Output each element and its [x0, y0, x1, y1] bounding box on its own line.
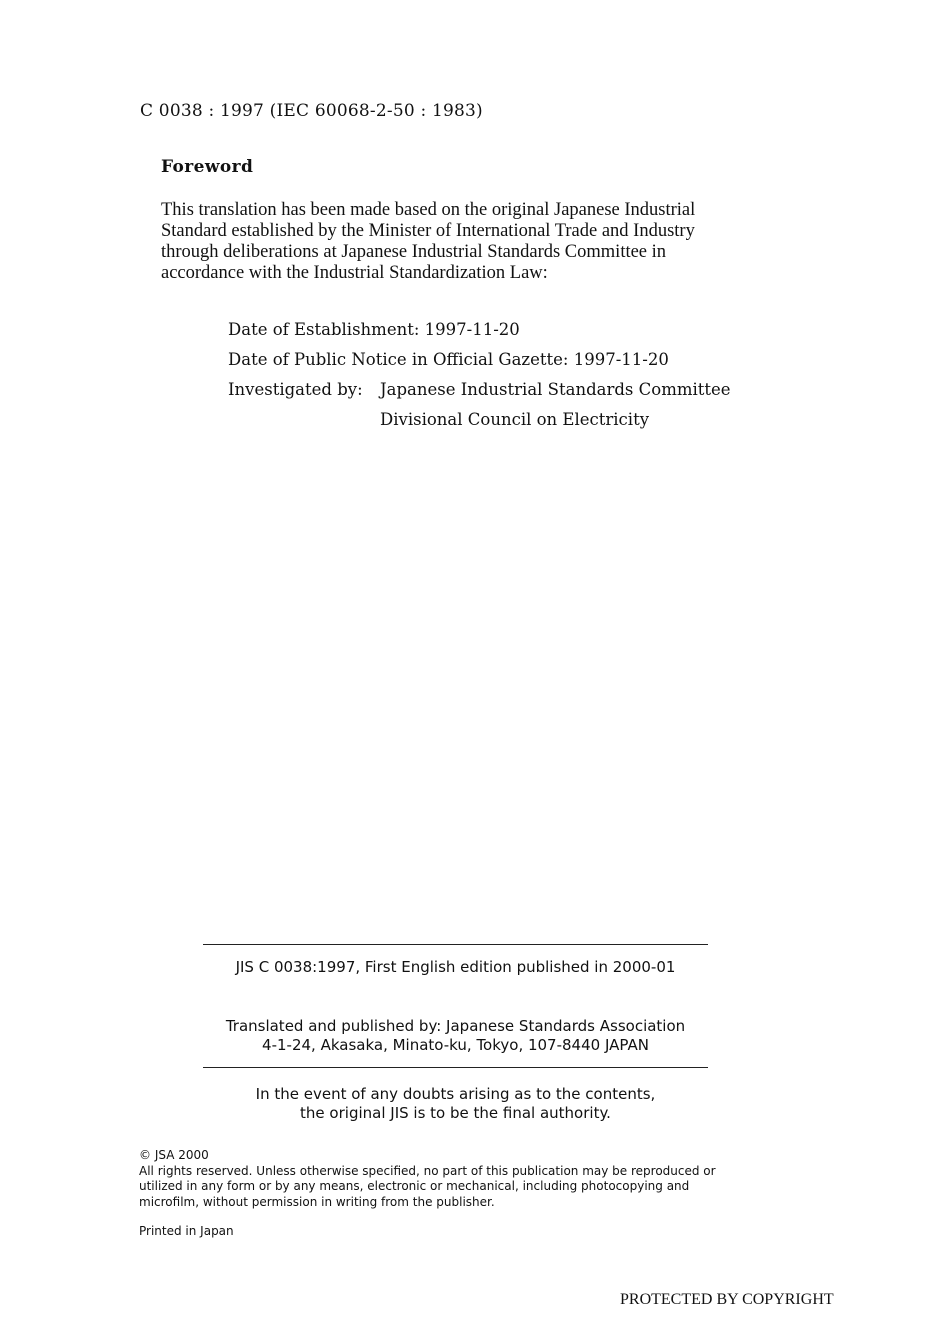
foreword-line: This translation has been made based on the original Japanese Industrial [161, 200, 696, 220]
foreword-paragraph [161, 200, 781, 284]
translated-by: Translated and published by: Japanese Standards Association [225, 1017, 686, 1035]
printed-in: Printed in Japan [139, 1224, 234, 1238]
copyright-watermark: PROTECTED BY COPYRIGHT [620, 1291, 834, 1308]
divider-top [203, 944, 708, 945]
investigated-committee: Japanese Industrial Standards Committee [380, 380, 731, 399]
authority-notice-line1: In the event of any doubts arising as to the contents, [255, 1085, 656, 1103]
copyright-block [139, 1148, 716, 1210]
investigated-council: Divisional Council on Electricity [380, 410, 650, 429]
establishment-date: Date of Establishment: 1997-11-20 [228, 320, 520, 339]
foreword-line: accordance with the Industrial Standardization Law: [161, 263, 548, 283]
publisher-address: 4-1-24, Akasaka, Minato-ku, Tokyo, 107-8440 JAPAN [262, 1036, 649, 1054]
copyright-line: All rights reserved. Unless otherwise specified, no part of this publication may be reproduced or [139, 1163, 716, 1178]
copyright-line: utilized in any form or by any means, electronic or mechanical, including photocopying and [139, 1179, 690, 1193]
foreword-title: Foreword [161, 157, 254, 177]
document-designation: C 0038 : 1997 (IEC 60068-2-50 : 1983) [140, 101, 483, 121]
investigated-label: Investigated by: [228, 380, 363, 399]
copyright-line: microfilm, without permission in writing from the publisher. [139, 1194, 495, 1209]
edition-info: JIS C 0038:1997, First English edition published in 2000-01 [235, 958, 676, 976]
authority-notice-line2: the original JIS is to be the final authority. [300, 1104, 611, 1122]
foreword-line: through deliberations at Japanese Industrial Standards Committee in [161, 242, 667, 262]
divider-bottom [203, 1067, 708, 1068]
foreword-line: Standard established by the Minister of International Trade and Industry [161, 221, 695, 241]
gazette-date: Date of Public Notice in Official Gazette: 1997-11-20 [228, 350, 669, 369]
copyright-holder: © JSA 2000 [139, 1148, 209, 1162]
